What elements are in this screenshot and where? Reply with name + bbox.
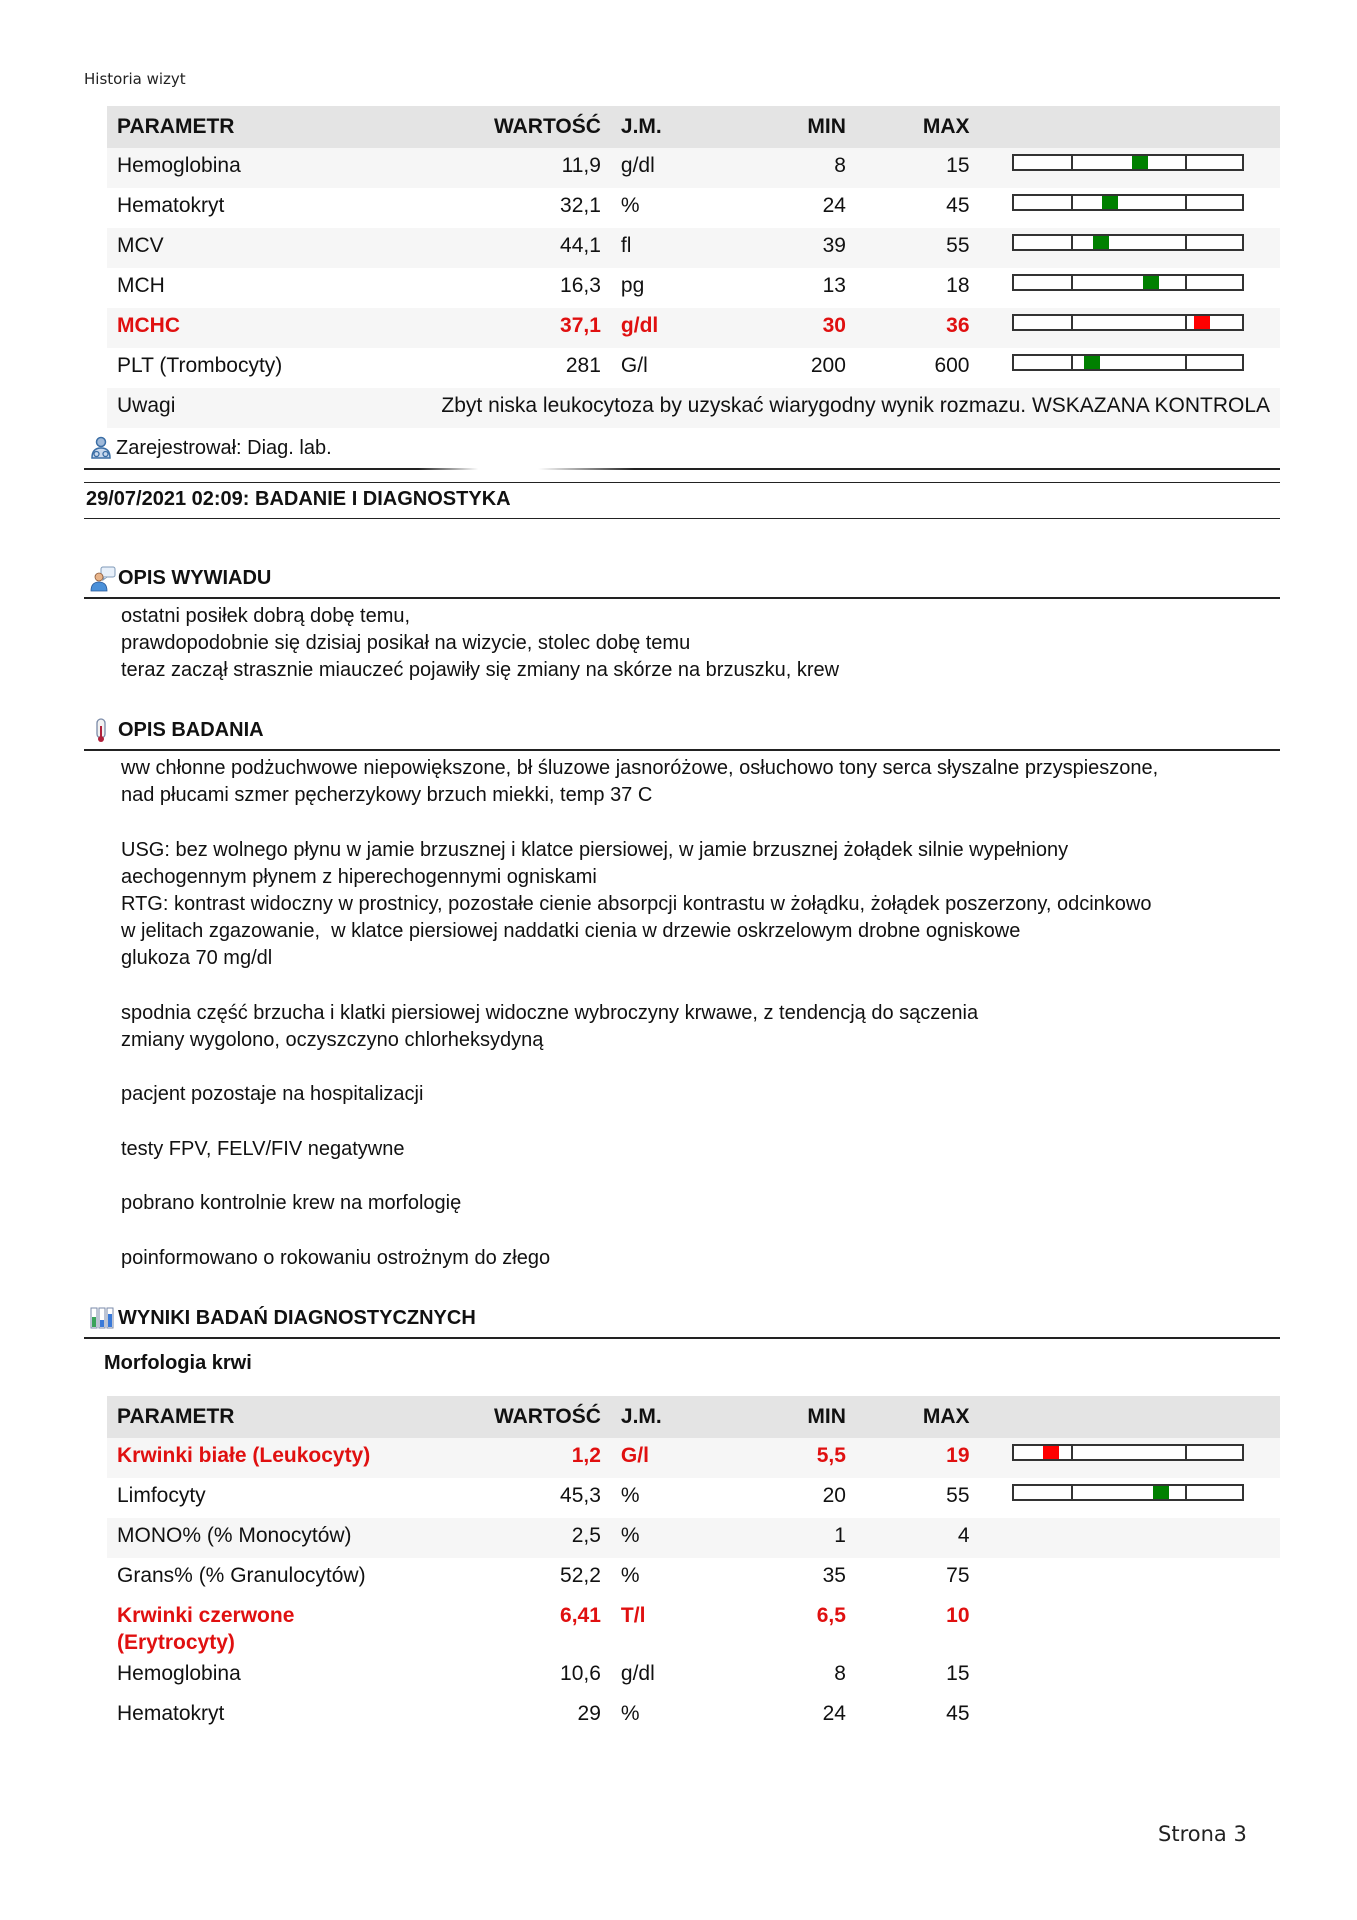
- col-min: MIN: [760, 1396, 856, 1438]
- divider: [84, 1337, 1280, 1339]
- cell-max: 19: [856, 1438, 980, 1478]
- text-line: ostatni posiłek dobrą dobę temu,: [121, 605, 411, 627]
- cell-range-bar: [980, 148, 1281, 188]
- cell-min: 1: [760, 1518, 856, 1558]
- divider: [84, 749, 1280, 751]
- col-min: MIN: [760, 106, 856, 148]
- col-value: WARTOŚĆ: [400, 106, 611, 148]
- cell-unit: %: [620, 1702, 640, 1725]
- range-marker: [1043, 1446, 1059, 1459]
- morphology-subtitle: Morfologia krwi: [104, 1352, 252, 1374]
- cell-max: 45: [946, 1702, 970, 1725]
- divider: [84, 518, 1280, 519]
- cell-min: 8: [760, 148, 856, 188]
- cell-min: 35: [822, 1564, 846, 1587]
- col-param: PARAMETR: [107, 1396, 400, 1438]
- cell-param: PLT (Trombocyty): [117, 354, 283, 377]
- cell-unit: T/l: [620, 1604, 646, 1627]
- table-row: [107, 1598, 1280, 1656]
- cell-param: Krwinki czerwone (Erytrocyty): [117, 1604, 295, 1654]
- range-marker: [1153, 1486, 1169, 1499]
- cell-value: 37,1: [400, 308, 611, 348]
- cell-value: 44,1: [400, 228, 611, 268]
- text-line: aechogennym płynem z hiperechogennymi ogniskami: [121, 865, 597, 888]
- user-icon: [90, 436, 112, 460]
- range-indicator: [1012, 154, 1244, 171]
- cell-unit: g/dl: [611, 148, 760, 188]
- text-line: spodnia część brzucha i klatki piersiowej widoczne wybroczyny krwawe, z tendencją do sączenia: [121, 1001, 979, 1024]
- text-line: glukoza 70 mg/dl: [121, 947, 273, 970]
- table-header-row: [107, 1396, 1280, 1438]
- table-row: [107, 1656, 1280, 1696]
- cell-min: 20: [822, 1484, 846, 1507]
- cell-max: 10: [946, 1604, 970, 1627]
- text-line: teraz zaczął strasznie miauczeć pojawiły się zmiany na skórze na brzuszku, krew: [121, 659, 840, 682]
- cell-param: Limfocyty: [117, 1484, 206, 1507]
- registered-by-blurred: [336, 437, 392, 460]
- notes-row: [107, 388, 1280, 428]
- cell-max: 36: [856, 308, 980, 348]
- cell-max: 4: [856, 1518, 980, 1558]
- history-section-title: [90, 566, 271, 590]
- history-section-label: OPIS WYWIADU: [118, 566, 272, 589]
- cell-range-bar: [980, 188, 1281, 228]
- text-line: [121, 809, 1281, 836]
- cell-unit: %: [620, 1564, 640, 1587]
- cell-range-bar: [980, 348, 1281, 388]
- col-unit: J.M.: [611, 1396, 760, 1438]
- divider: [84, 597, 1280, 599]
- cell-unit: pg: [620, 274, 645, 297]
- cell-range-bar: [980, 1478, 1281, 1518]
- cell-value: 281: [565, 354, 601, 377]
- cell-range-bar: [980, 1558, 1281, 1598]
- text-line: ww chłonne podżuchwowe niepowiększone, bł śluzowe jasnoróżowe, osłuchowo tony serca słyszalne przyspieszone,: [121, 757, 1159, 779]
- cell-unit: %: [611, 1518, 760, 1558]
- cell-min: 30: [760, 308, 856, 348]
- cell-value: 2,5: [400, 1518, 611, 1558]
- visit-title: 29/07/2021 02:09: BADANIE I DIAGNOSTYKA: [86, 488, 511, 510]
- cell-param: Hematokryt: [117, 194, 225, 217]
- cell-unit: G/l: [611, 1438, 760, 1478]
- table-row: [107, 148, 1280, 188]
- notes-label: Uwagi: [107, 388, 400, 428]
- table-row: [107, 268, 1280, 308]
- thermometer-icon: [90, 718, 112, 742]
- text-line: poinformowano o rokowaniu ostrożnym do złego: [121, 1246, 551, 1269]
- cell-param: Krwinki białe (Leukocyty): [107, 1438, 400, 1478]
- range-marker: [1143, 276, 1159, 289]
- cell-range-bar: [980, 1438, 1281, 1478]
- divider: [84, 468, 1280, 470]
- table-row: [107, 1518, 1280, 1558]
- cell-range-bar: [980, 268, 1281, 308]
- page-number: Strona 3: [1158, 1822, 1247, 1846]
- user-speech-bubble-icon: [90, 566, 112, 590]
- range-indicator: [1012, 234, 1244, 251]
- cell-param: MCH: [117, 274, 165, 297]
- text-line: pobrano kontrolnie krew na morfologię: [121, 1192, 462, 1215]
- cell-param: Hematokryt: [117, 1702, 225, 1725]
- cell-max: 75: [946, 1564, 970, 1587]
- text-line: [121, 1109, 1281, 1136]
- range-marker: [1084, 356, 1100, 369]
- text-line: zmiany wygolono, oczyszczyno chlorheksydyną: [121, 1029, 544, 1052]
- cell-unit: g/dl: [611, 308, 760, 348]
- text-line: USG: bez wolnego płynu w jamie brzusznej i klatce piersiowej, w jamie brzusznej żołądek silnie wypełniony: [121, 838, 1069, 861]
- col-value: WARTOŚĆ: [400, 1396, 611, 1438]
- cell-value: 16,3: [560, 274, 601, 297]
- page-header: Historia wizyt: [84, 70, 186, 88]
- cell-value: 29: [577, 1702, 601, 1725]
- cell-unit: fl: [611, 228, 760, 268]
- text-line: [121, 973, 1281, 1000]
- cell-param: Hemoglobina: [117, 1662, 241, 1685]
- table-row: [107, 348, 1280, 388]
- col-range-bar: [980, 106, 1281, 148]
- registered-by: [90, 436, 391, 460]
- text-line: nad płucami szmer pęcherzykowy brzuch miekki, temp 37 C: [121, 784, 653, 807]
- text-line: testy FPV, FELV/FIV negatywne: [121, 1137, 405, 1160]
- range-indicator: [1012, 194, 1244, 211]
- cell-min: 5,5: [760, 1438, 856, 1478]
- cell-max: 15: [856, 148, 980, 188]
- range-indicator: [1012, 274, 1244, 291]
- cell-unit: %: [620, 194, 640, 217]
- range-indicator: [1012, 1484, 1244, 1501]
- registered-by-label: Zarejestrował: Diag. lab.: [116, 436, 332, 459]
- text-line: prawdopodobnie się dzisiaj posikał na wizycie, stolec dobę temu: [121, 632, 691, 655]
- cell-max: 55: [946, 1484, 970, 1507]
- text-line: pacjent pozostaje na hospitalizacji: [121, 1083, 424, 1106]
- cell-min: 8: [834, 1662, 846, 1685]
- cell-value: 11,9: [400, 148, 611, 188]
- range-indicator: [1012, 354, 1244, 371]
- range-indicator: [1012, 314, 1244, 331]
- range-marker: [1194, 316, 1210, 329]
- text-line: RTG: kontrast widoczny w prostnicy, pozostałe cienie absorpcji kontrastu w żołądku, żołądek poszerzony, odcinkowo: [121, 893, 1152, 916]
- cell-range-bar: [980, 1696, 1281, 1736]
- table-row: [107, 1438, 1280, 1478]
- table-row: [107, 188, 1280, 228]
- text-line: [121, 1054, 1281, 1081]
- range-marker: [1102, 196, 1118, 209]
- table-row: [107, 228, 1280, 268]
- cell-value: 45,3: [560, 1484, 601, 1507]
- table-row: [107, 1558, 1280, 1598]
- cell-max: 45: [946, 194, 970, 217]
- results-table-1: [107, 106, 1280, 428]
- cell-param: MONO% (% Monocytów): [107, 1518, 400, 1558]
- divider: [84, 482, 1280, 483]
- cell-value: 32,1: [560, 194, 601, 217]
- table-row: [107, 1696, 1280, 1736]
- text-line: w jelitach zgazowanie, w klatce piersiowej naddatki cienia w drzewie oskrzelowym drobne ogniskowe: [121, 920, 1021, 943]
- text-line: [121, 1163, 1281, 1190]
- col-max: MAX: [856, 106, 980, 148]
- cell-max: 600: [934, 354, 970, 377]
- col-max: MAX: [856, 1396, 980, 1438]
- exam-section-title: [90, 718, 264, 742]
- cell-unit: g/dl: [620, 1662, 655, 1685]
- cell-min: 6,5: [816, 1604, 846, 1627]
- cell-min: 13: [822, 274, 846, 297]
- test-tubes-icon: [90, 1306, 112, 1330]
- cell-param: MCV: [107, 228, 400, 268]
- history-section-body: [121, 603, 1281, 685]
- cell-min: 24: [822, 1702, 846, 1725]
- notes-text: Zbyt niska leukocytoza by uzyskać wiarygodny wynik rozmazu. WSKAZANA KONTROLA: [400, 388, 1280, 428]
- cell-range-bar: [980, 228, 1281, 268]
- cell-max: 55: [856, 228, 980, 268]
- exam-section-body: [121, 755, 1281, 1272]
- col-param: PARAMETR: [107, 106, 400, 148]
- range-marker: [1093, 236, 1109, 249]
- cell-range-bar: [980, 1518, 1281, 1558]
- range-indicator: [1012, 1444, 1244, 1461]
- col-unit: J.M.: [611, 106, 760, 148]
- cell-param: Grans% (% Granulocytów): [117, 1564, 366, 1587]
- table-row: [107, 308, 1280, 348]
- text-line: [121, 1217, 1281, 1244]
- results-table-2: [107, 1396, 1280, 1736]
- cell-max: 18: [946, 274, 970, 297]
- table-header-row: [107, 106, 1280, 148]
- exam-section-label: OPIS BADANIA: [118, 718, 264, 741]
- cell-value: 52,2: [560, 1564, 601, 1587]
- cell-param: MCHC: [107, 308, 400, 348]
- cell-min: 39: [760, 228, 856, 268]
- results-section-title: [90, 1306, 476, 1330]
- range-marker: [1132, 156, 1148, 169]
- cell-param: Hemoglobina: [107, 148, 400, 188]
- cell-range-bar: [980, 1656, 1281, 1696]
- col-range-bar: [980, 1396, 1281, 1438]
- results-section-label: WYNIKI BADAŃ DIAGNOSTYCZNYCH: [118, 1306, 476, 1329]
- cell-unit: G/l: [620, 354, 648, 377]
- cell-value: 1,2: [400, 1438, 611, 1478]
- cell-min: 200: [810, 354, 846, 377]
- cell-value: 6,41: [560, 1604, 601, 1627]
- cell-value: 10,6: [560, 1662, 601, 1685]
- cell-max: 15: [946, 1662, 970, 1685]
- cell-min: 24: [822, 194, 846, 217]
- cell-range-bar: [980, 1598, 1281, 1656]
- cell-range-bar: [980, 308, 1281, 348]
- table-row: [107, 1478, 1280, 1518]
- cell-unit: %: [620, 1484, 640, 1507]
